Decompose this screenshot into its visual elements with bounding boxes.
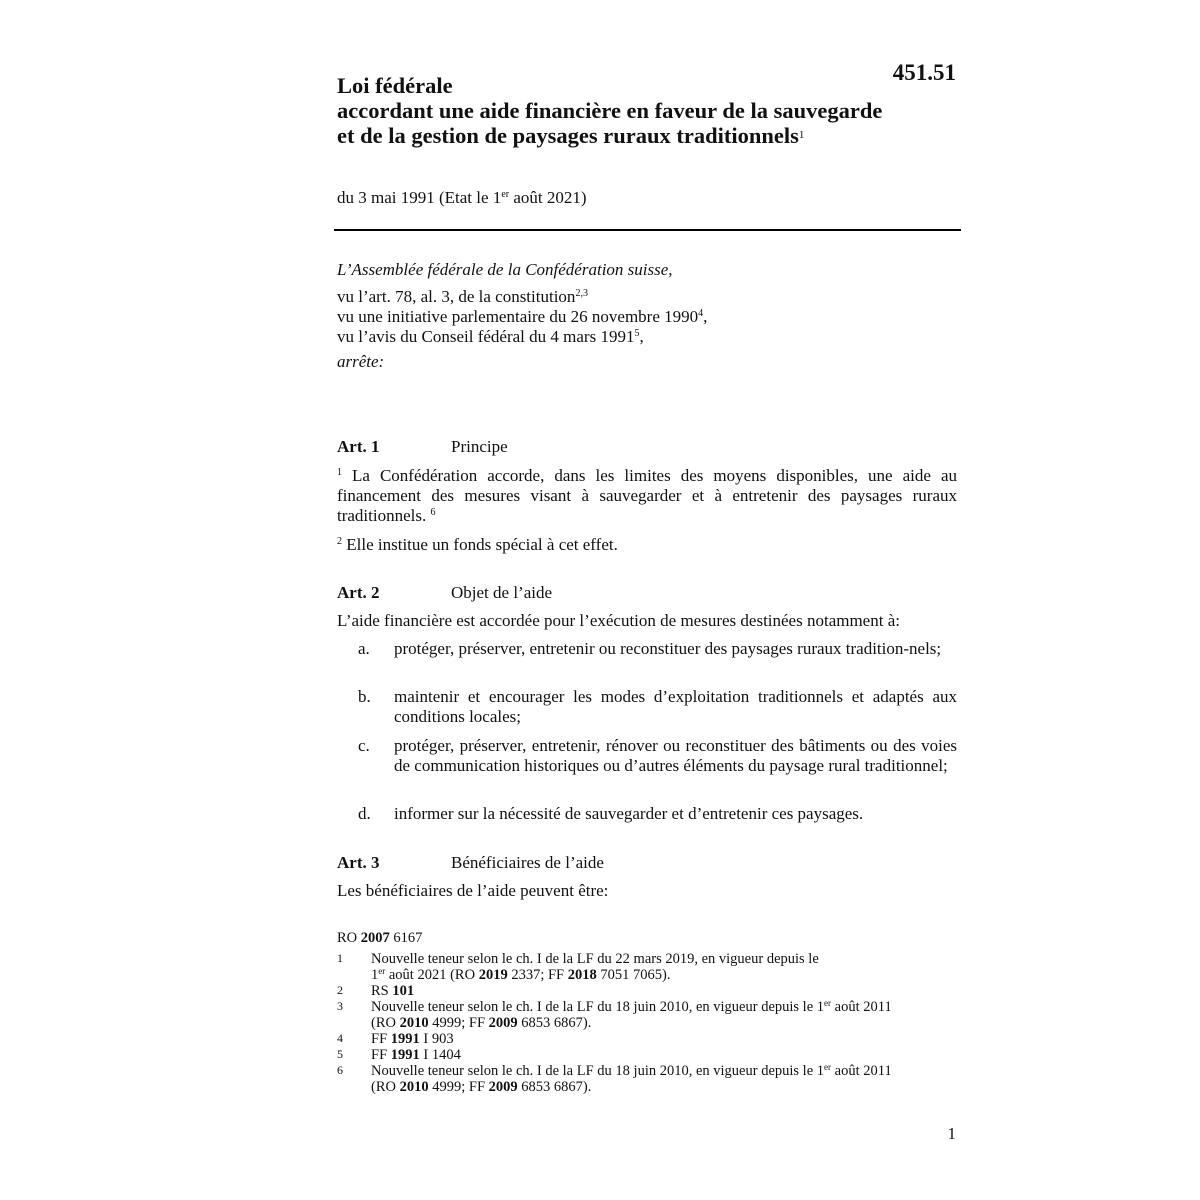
fn-text: 4999; FF	[428, 1015, 489, 1031]
fn-bold: 2010	[399, 1079, 429, 1095]
fn-bold: 1991	[390, 1031, 420, 1047]
fn-text: 6853 6867).	[517, 1015, 592, 1031]
art-2-number: Art. 2	[337, 583, 380, 602]
document-title	[337, 73, 977, 148]
source-year: 2007	[360, 930, 390, 946]
header-divider	[334, 229, 961, 231]
fn-bold: 2009	[488, 1079, 518, 1095]
title-line-2: accordant une aide financière en faveur de la sauvegarde	[337, 98, 883, 123]
paragraph-number: 1	[337, 467, 342, 478]
art-3-number: Art. 3	[337, 853, 380, 872]
preamble-assembly: L’Assemblée fédérale de la Confédération suisse,	[337, 260, 673, 279]
source-page: 6167	[389, 930, 423, 946]
fn-text: 1	[371, 967, 379, 983]
footnote-1	[371, 951, 961, 983]
art-1-paragraph-2	[337, 535, 957, 555]
art-2-intro: L’aide financière est accordée pour l’exécution de mesures destinées notamment à:	[337, 611, 900, 630]
footnote-ref-6[interactable]: 6	[430, 507, 436, 518]
fn-text: août 2021 (RO	[385, 967, 479, 983]
footnote-6	[371, 1063, 961, 1095]
fn-bold: 1991	[390, 1047, 420, 1063]
fn-text: RS	[371, 983, 393, 999]
fn-text: (RO	[371, 1079, 400, 1095]
list-item-text: protéger, préserver, entretenir ou reconstituer des paysages ruraux tradition-nels;	[394, 639, 942, 658]
fn-sup: er	[378, 966, 386, 976]
preamble-line-3-end: ,	[639, 327, 644, 346]
art-1-paragraph-1	[337, 466, 957, 526]
date-prefix: du 3 mai 1991 (Etat le 1	[337, 188, 502, 207]
fn-bold: 101	[392, 983, 415, 999]
fn-text: 4999; FF	[428, 1079, 489, 1095]
footnote-5	[371, 1047, 961, 1063]
art-2-title: Objet de l’aide	[451, 583, 553, 602]
footnote-number-1: 1	[337, 951, 343, 965]
document-date	[337, 188, 587, 208]
source-prefix: RO	[337, 930, 361, 946]
preamble-line-2-text: vu une initiative parlementaire du 26 novembre 1990	[337, 307, 699, 326]
fn-text: I 903	[419, 1031, 454, 1047]
date-sup: er	[501, 189, 510, 200]
page-number: 1	[947, 1124, 956, 1143]
footnote-4	[371, 1031, 961, 1047]
footnote-3-line-1	[371, 999, 961, 1015]
list-item-letter: d.	[358, 804, 371, 823]
title-line-1: Loi fédérale	[337, 73, 453, 98]
footnote-6-line-2	[371, 1079, 961, 1095]
footnote-3-line-2	[371, 1015, 961, 1031]
art-1-title: Principe	[451, 437, 508, 456]
fn-text: 2337; FF	[507, 967, 568, 983]
list-item-text: informer sur la nécessité de sauvegarder et d’entretenir ces paysages.	[394, 804, 864, 823]
preamble-decree: arrête:	[337, 352, 385, 371]
fn-text: Nouvelle teneur selon le ch. I de la LF du 18 juin 2010, en vigueur depuis le 1	[371, 1063, 825, 1079]
fn-text: août 2011	[831, 999, 892, 1015]
footnote-ref-2-3[interactable]: 2,3	[575, 288, 588, 299]
art-1-paragraph-1-text: La Confédération accorde, dans les limites des moyens disponibles, une aide au financement des mesures visant à sauvegarder et à entretenir des paysages ruraux traditionnels.	[337, 466, 957, 525]
footnote-number-6: 6	[337, 1063, 343, 1077]
preamble-line-3	[337, 327, 957, 347]
footnote-ref-4[interactable]: 4	[698, 308, 704, 319]
preamble-line-3-text: vu l’avis du Conseil fédéral du 4 mars 1991	[337, 327, 635, 346]
paragraph-number: 2	[337, 536, 342, 547]
fn-text: 7051 7065).	[596, 967, 671, 983]
preamble-line-1	[337, 287, 957, 307]
fn-bold: 2009	[488, 1015, 518, 1031]
fn-text: août 2011	[831, 1063, 892, 1079]
sr-number: 451.51	[892, 60, 956, 85]
preamble-line-2	[337, 307, 957, 327]
list-item-letter: a.	[358, 639, 370, 658]
preamble-line-2-end: ,	[703, 307, 708, 326]
fn-text: 6853 6867).	[517, 1079, 592, 1095]
fn-sup: er	[824, 998, 832, 1008]
preamble-line-1-text: vu l’art. 78, al. 3, de la constitution	[337, 287, 576, 306]
fn-text: FF	[371, 1047, 391, 1063]
footnote-source	[337, 930, 422, 947]
footnote-1-line-2	[371, 967, 961, 983]
fn-bold: 2010	[399, 1015, 429, 1031]
title-footnote-ref[interactable]: 1	[798, 129, 805, 141]
fn-text: FF	[371, 1031, 391, 1047]
footnote-2	[371, 983, 961, 999]
art-3-intro: Les bénéficiaires de l’aide peuvent être:	[337, 881, 609, 900]
date-suffix: août 2021)	[509, 188, 587, 207]
title-line-3-text: et de la gestion de paysages ruraux traditionnels	[337, 123, 799, 148]
footnote-6-line-1	[371, 1063, 961, 1079]
footnote-number-4: 4	[337, 1031, 343, 1045]
footnote-number-2: 2	[337, 983, 343, 997]
fn-sup: er	[824, 1062, 832, 1072]
list-item-text: protéger, préserver, entretenir, rénover ou reconstituer des bâtiments ou des voies de communication historiques ou d’autres éléments du paysage rural traditionnel;	[394, 736, 957, 775]
fn-text: I 1404	[419, 1047, 461, 1063]
footnote-3	[371, 999, 961, 1031]
fn-text: (RO	[371, 1015, 400, 1031]
art-1-paragraph-2-text: Elle institue un fonds spécial à cet effet.	[342, 535, 618, 554]
footnote-1-line-1: Nouvelle teneur selon le ch. I de la LF du 22 mars 2019, en vigueur depuis le	[371, 951, 819, 967]
list-item-letter: b.	[358, 687, 371, 706]
footnote-number-3: 3	[337, 999, 343, 1013]
footnote-ref-5[interactable]: 5	[634, 328, 640, 339]
list-item-letter: c.	[358, 736, 370, 755]
title-line-3	[337, 123, 977, 148]
fn-bold: 2018	[567, 967, 597, 983]
list-item-text: maintenir et encourager les modes d’exploitation traditionnels et adaptés aux conditions locales;	[394, 687, 957, 726]
art-3-title: Bénéficiaires de l’aide	[451, 853, 604, 872]
footnote-number-5: 5	[337, 1047, 343, 1061]
fn-bold: 2019	[478, 967, 508, 983]
fn-text: Nouvelle teneur selon le ch. I de la LF du 18 juin 2010, en vigueur depuis le 1	[371, 999, 825, 1015]
art-1-number: Art. 1	[337, 437, 380, 456]
